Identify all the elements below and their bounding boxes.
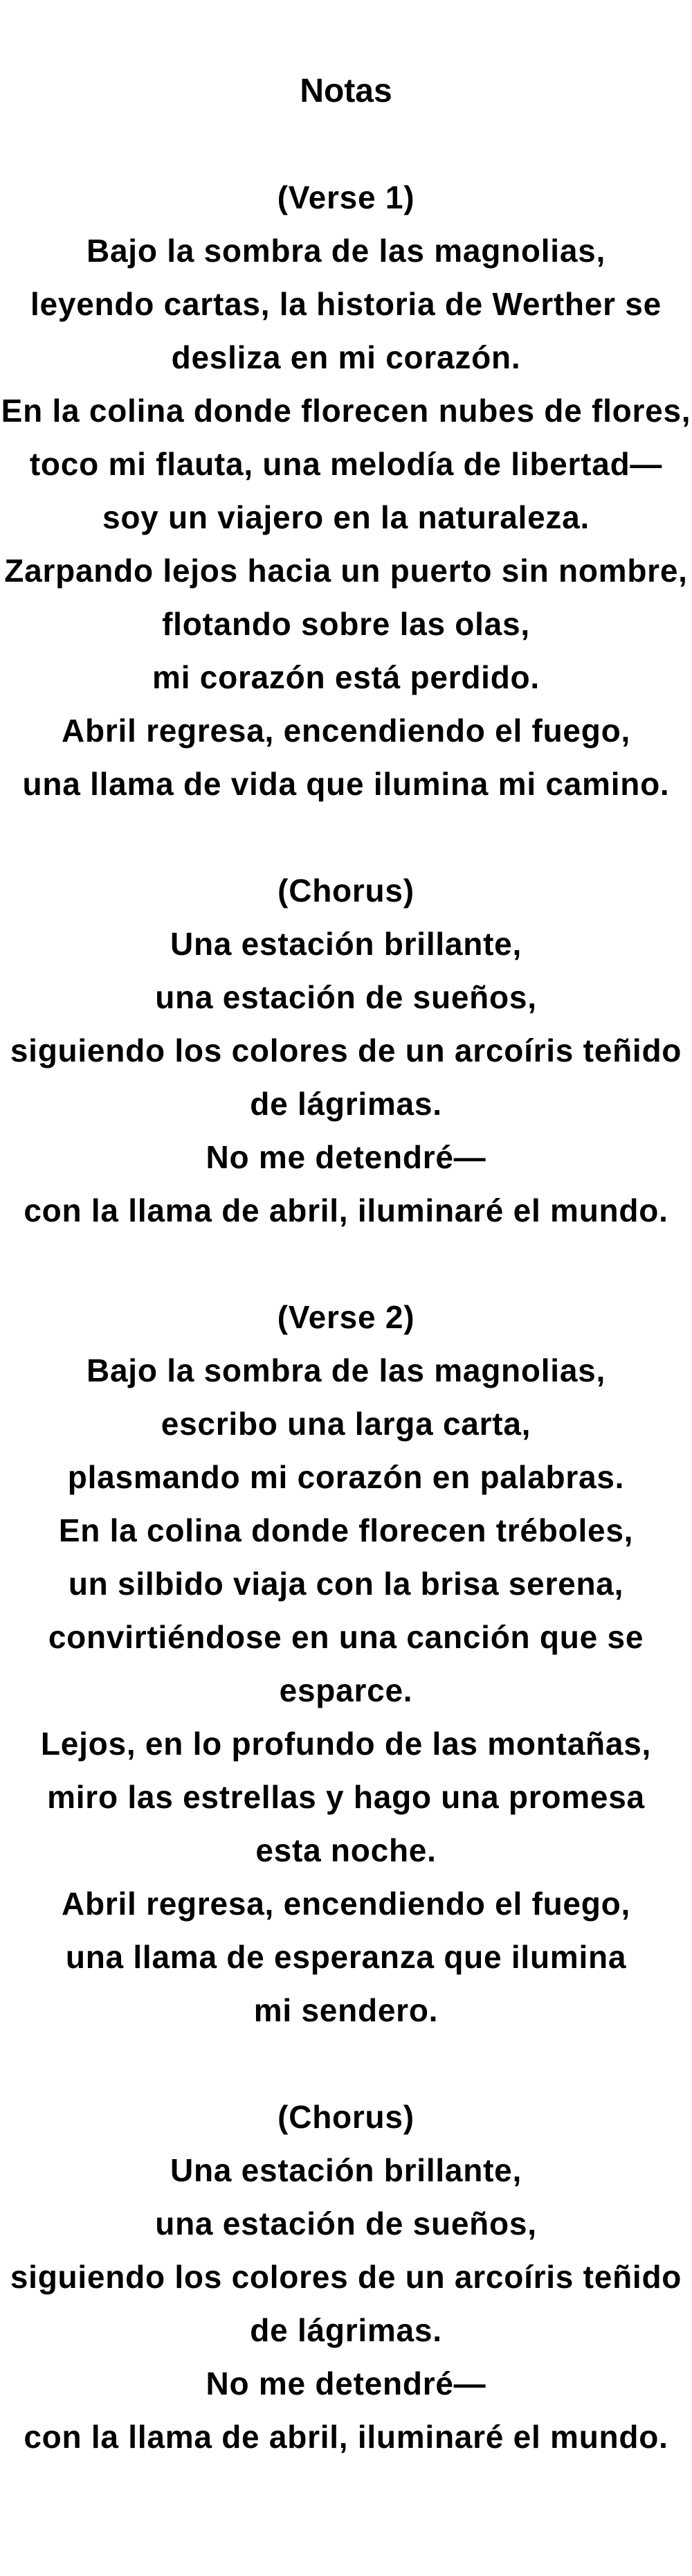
lyric-line: una estación de sueños, bbox=[155, 979, 537, 1015]
lyric-line: mi corazón está perdido. bbox=[152, 659, 540, 695]
lyric-line: esta noche. bbox=[255, 1832, 437, 1868]
lyric-line: Abril regresa, encendiendo el fuego, bbox=[62, 713, 630, 749]
section-heading: (Chorus) bbox=[277, 873, 415, 909]
blank-line bbox=[0, 118, 692, 171]
lyric-line: con la llama de abril, iluminaré el mundo. bbox=[24, 1192, 668, 1228]
lyric-line: Bajo la sombra de las magnolias, bbox=[86, 233, 606, 269]
lyric-line: desliza en mi corazón. bbox=[171, 339, 521, 375]
lyric-line: Zarpando lejos hacia un puerto sin nombre, bbox=[4, 553, 688, 589]
lyric-line: convirtiéndose en una canción que se bbox=[48, 1619, 644, 1655]
document-title: Notas bbox=[300, 73, 392, 109]
lyric-line: escribo una larga carta, bbox=[161, 1406, 531, 1442]
lyric-line: con la llama de abril, iluminaré el mundo. bbox=[24, 2419, 668, 2455]
blank-line bbox=[0, 811, 692, 864]
lyric-line: siguiendo los colores de un arcoíris teñido bbox=[10, 2259, 682, 2295]
lyric-line: un silbido viaja con la brisa serena, bbox=[68, 1566, 624, 1602]
lyrics-sections bbox=[0, 171, 692, 2464]
section-heading: (Verse 1) bbox=[277, 179, 415, 215]
lyric-line: soy un viajero en la naturaleza. bbox=[102, 499, 590, 535]
lyric-line: de lágrimas. bbox=[250, 1086, 442, 1122]
lyric-line: No me detendré— bbox=[206, 1139, 486, 1175]
lyric-line: Abril regresa, encendiendo el fuego, bbox=[62, 1886, 630, 1922]
blank-line bbox=[0, 2037, 692, 2091]
lyric-line: una estación de sueños, bbox=[155, 2206, 537, 2242]
lyric-line: una llama de vida que ilumina mi camino. bbox=[22, 766, 670, 802]
lyric-line: siguiendo los colores de un arcoíris teñido bbox=[10, 1032, 682, 1068]
lyric-line: plasmando mi corazón en palabras. bbox=[67, 1459, 625, 1495]
lyric-line: miro las estrellas y hago una promesa bbox=[47, 1779, 645, 1815]
section-heading: (Verse 2) bbox=[277, 1299, 415, 1335]
lyric-line: mi sendero. bbox=[253, 1992, 439, 2028]
blank-line bbox=[0, 1237, 692, 1291]
lyric-line: toco mi flauta, una melodía de libertad— bbox=[29, 446, 663, 482]
lyric-line: Bajo la sombra de las magnolias, bbox=[86, 1352, 606, 1388]
lyric-line: esparce. bbox=[279, 1672, 413, 1708]
lyric-line: En la colina donde florecen nubes de flores, bbox=[1, 393, 691, 429]
lyric-line: Una estación brillante, bbox=[170, 2152, 522, 2188]
lyric-line: de lágrimas. bbox=[250, 2312, 442, 2348]
section-heading: (Chorus) bbox=[277, 2099, 415, 2135]
lyric-line: Una estación brillante, bbox=[170, 926, 522, 962]
lyric-line: Lejos, en lo profundo de las montañas, bbox=[40, 1726, 652, 1762]
lyric-line: En la colina donde florecen tréboles, bbox=[58, 1512, 634, 1548]
lyric-line: una llama de esperanza que ilumina bbox=[65, 1939, 627, 1975]
lyric-line: leyendo cartas, la historia de Werther se bbox=[30, 286, 662, 322]
lyric-line: No me detendré— bbox=[206, 2365, 486, 2401]
lyric-line: flotando sobre las olas, bbox=[162, 606, 530, 642]
